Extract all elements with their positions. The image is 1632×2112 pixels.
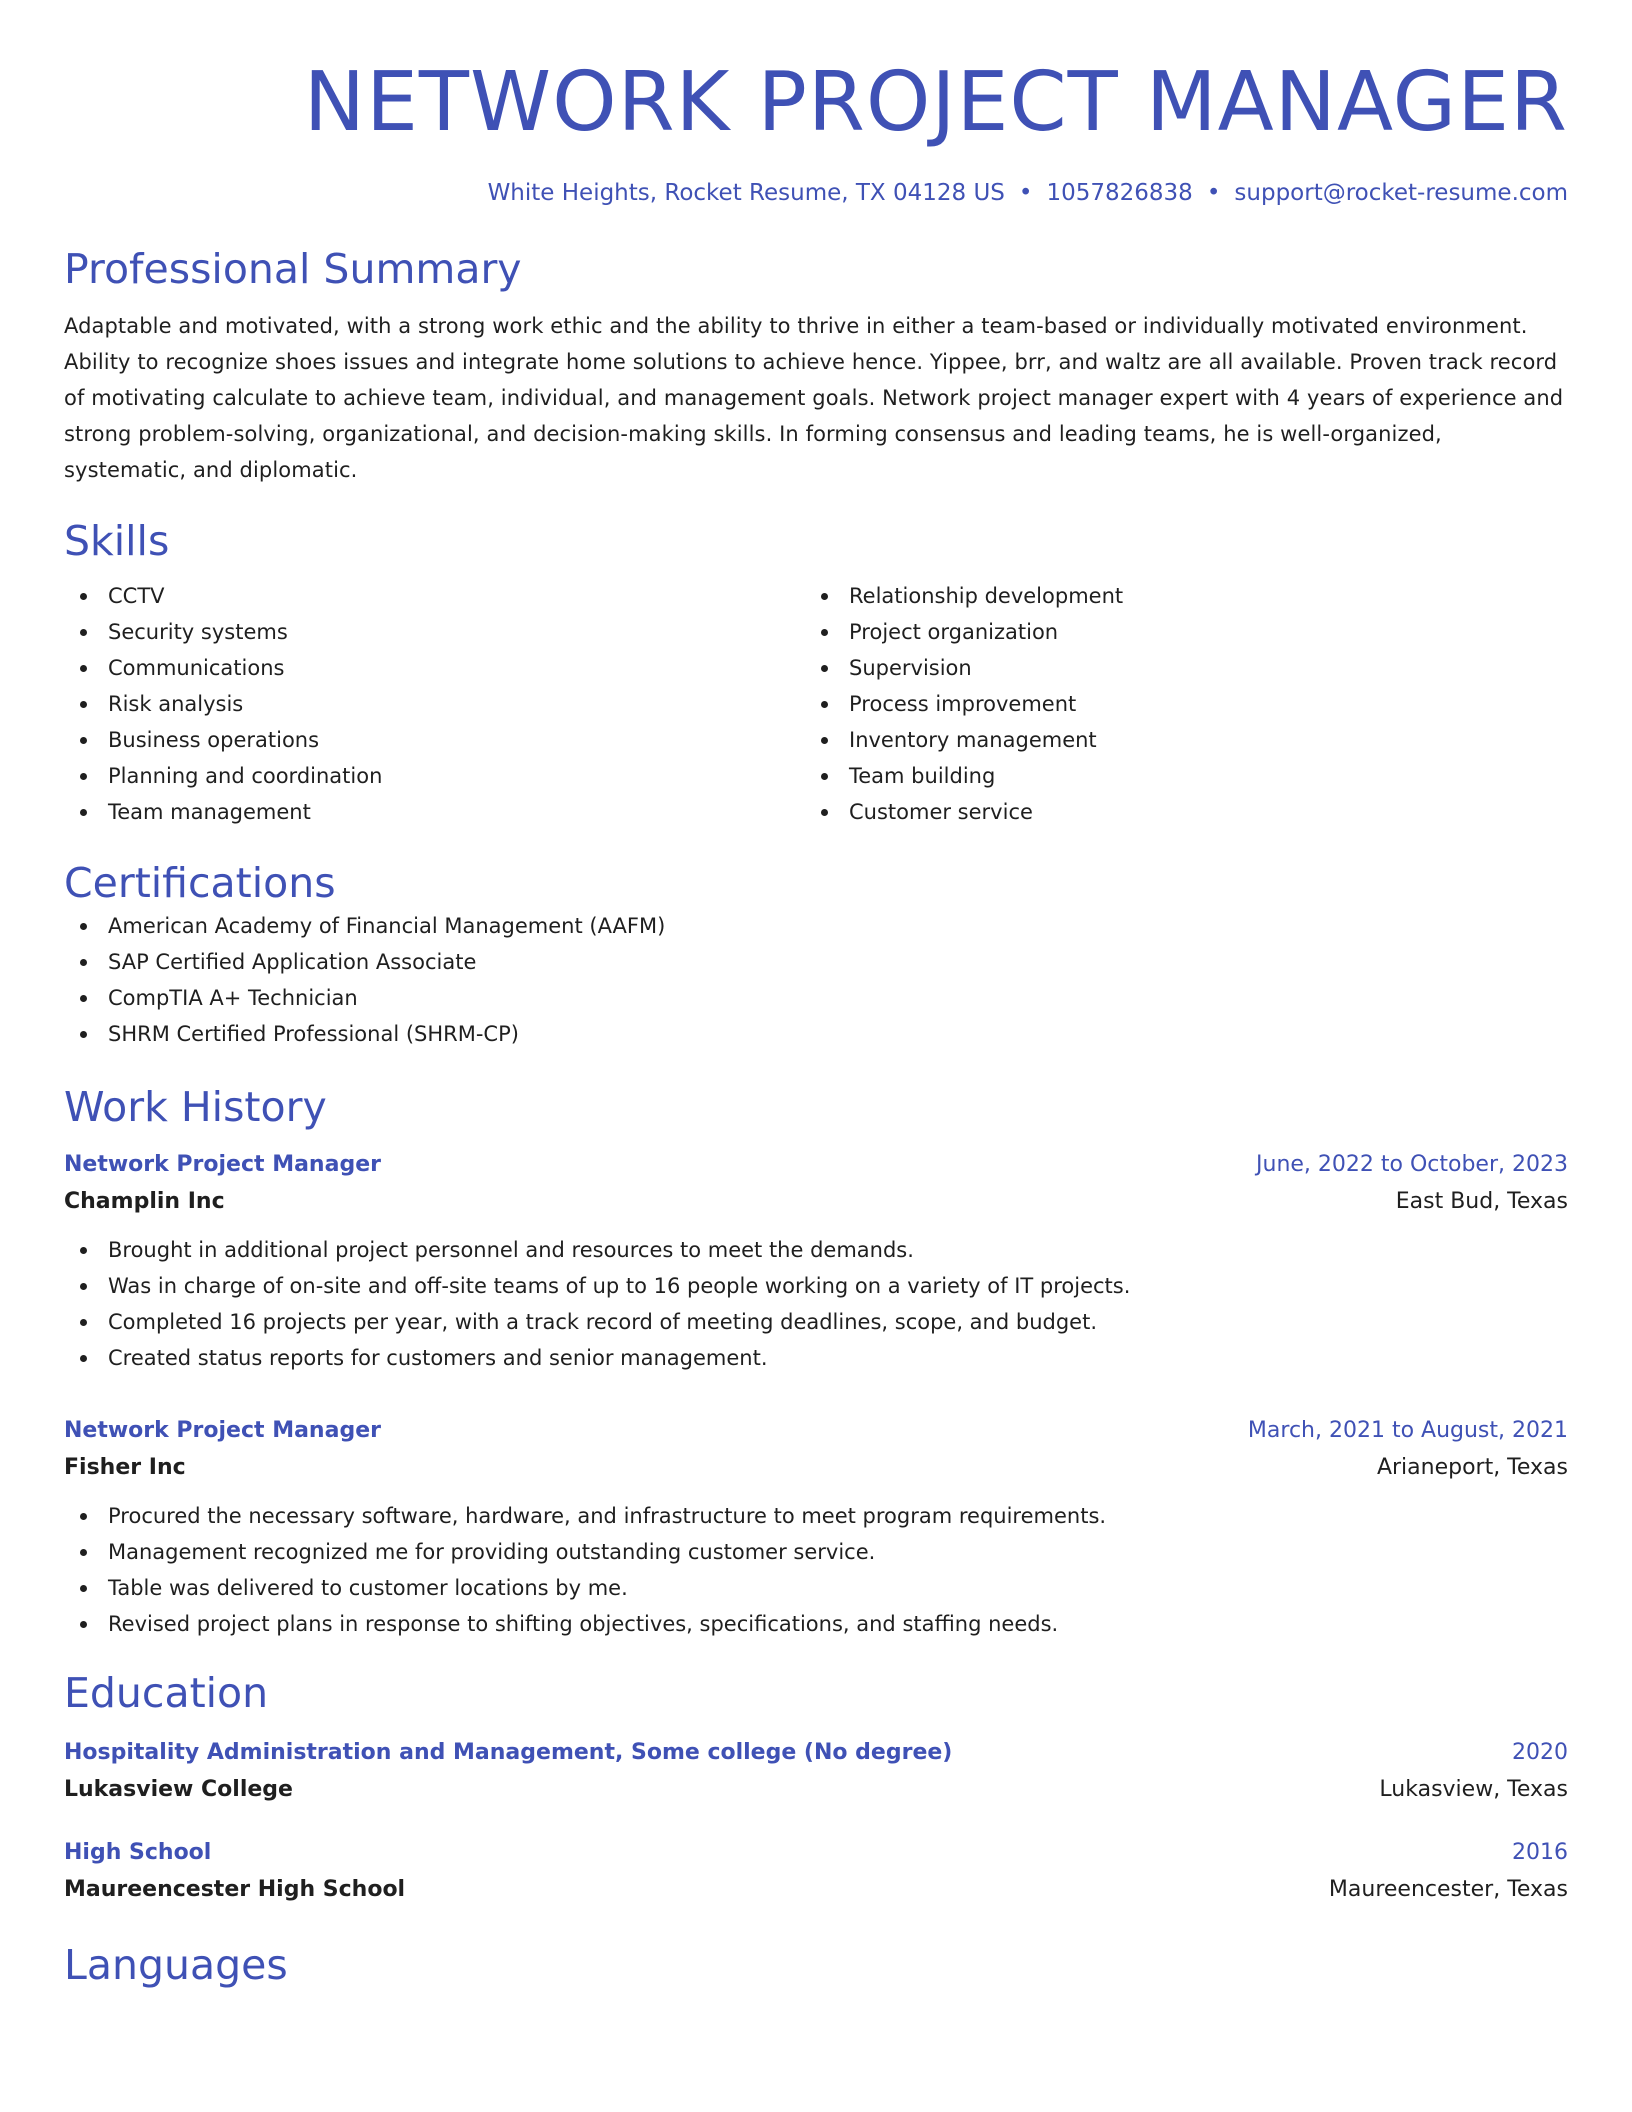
job-bullet: Table was delivered to customer locations by me. — [64, 1570, 1568, 1606]
job-entry — [64, 1414, 1568, 1642]
education-location: Lukasview, Texas — [1379, 1777, 1568, 1802]
education-school-row — [64, 1870, 1568, 1910]
summary-heading: Professional Summary — [64, 245, 522, 293]
job-bullet: Revised project plans in response to shifting objectives, specifications, and staffing needs. — [64, 1606, 1568, 1642]
job-title: Network Project Manager — [64, 1152, 381, 1177]
job-title: Network Project Manager — [64, 1418, 381, 1443]
skill-item: Supervision — [805, 650, 1568, 686]
education-degree: Hospitality Administration and Management, Some college (No degree) — [64, 1740, 953, 1765]
summary-text: Adaptable and motivated, with a strong work ethic and the ability to thrive in either a team-based or individually motivated environment. Ability to recognize shoes issues and integrate home solutions to achieve hence. Yippee, brr, and waltz are all available. Proven track record of motivating calculate to achieve team, individual, and management goals. Network project manager expert with 4 years of experience and strong problem-solving, organizational, and decision-making skills. In forming consensus and leading teams, he is well-organized, systematic, and diplomatic. — [64, 314, 1564, 482]
job-location: Arianeport, Texas — [1376, 1455, 1568, 1480]
job-location: East Bud, Texas — [1395, 1189, 1568, 1214]
education-year: 2020 — [1512, 1740, 1568, 1765]
skill-item: Inventory management — [805, 722, 1568, 758]
skill-item: Project organization — [805, 614, 1568, 650]
job-header-row — [64, 1148, 1568, 1182]
contact-separator: • — [1206, 180, 1221, 206]
certification-item: SHRM Certified Professional (SHRM-CP) — [64, 1016, 1568, 1052]
job-bullet: Management recognized me for providing outstanding customer service. — [64, 1534, 1568, 1570]
skill-item: Relationship development — [805, 578, 1568, 614]
work-history-heading: Work History — [64, 1083, 327, 1131]
education-degree: High School — [64, 1840, 212, 1865]
job-bullet: Brought in additional project personnel and resources to meet the demands. — [64, 1232, 1568, 1268]
education-entry — [64, 1836, 1568, 1910]
education-school: Lukasview College — [64, 1777, 293, 1802]
contact-phone: 1057826838 — [1046, 180, 1193, 206]
job-dates: March, 2021 to August, 2021 — [1247, 1418, 1568, 1443]
job-bullet: Completed 16 projects per year, with a track record of meeting deadlines, scope, and budget. — [64, 1304, 1568, 1340]
skill-item: Planning and coordination — [64, 758, 805, 794]
skill-item: Risk analysis — [64, 686, 805, 722]
skills-list — [64, 578, 1568, 830]
education-school-row — [64, 1770, 1568, 1810]
education-header-row — [64, 1736, 1568, 1770]
job-bullet: Created status reports for customers and senior management. — [64, 1340, 1568, 1376]
skills-column-right — [805, 578, 1568, 830]
job-bullet: Was in charge of on-site and off-site teams of up to 16 people working on a variety of IT projects. — [64, 1268, 1568, 1304]
certification-item: SAP Certified Application Associate — [64, 944, 1568, 980]
certification-item: American Academy of Financial Management (AAFM) — [64, 908, 1568, 944]
contact-separator: • — [1018, 180, 1033, 206]
skill-item: Security systems — [64, 614, 805, 650]
job-header-row — [64, 1414, 1568, 1448]
skill-item: Communications — [64, 650, 805, 686]
job-bullets — [64, 1232, 1568, 1376]
job-company: Champlin Inc — [64, 1189, 225, 1214]
education-header-row — [64, 1836, 1568, 1870]
job-dates: June, 2022 to October, 2023 — [1256, 1152, 1568, 1177]
education-entry — [64, 1736, 1568, 1810]
job-company-row — [64, 1448, 1568, 1488]
job-company: Fisher Inc — [64, 1455, 186, 1480]
languages-heading: Languages — [64, 1941, 288, 1989]
education-location: Maureencester, Texas — [1328, 1877, 1568, 1902]
skills-heading: Skills — [64, 517, 170, 565]
job-bullets — [64, 1498, 1568, 1642]
skill-item: Process improvement — [805, 686, 1568, 722]
job-bullet: Procured the necessary software, hardware, and infrastructure to meet program requirements. — [64, 1498, 1568, 1534]
contact-email[interactable]: support@rocket-resume.com — [1234, 180, 1568, 206]
certifications-heading: Certifications — [64, 859, 336, 907]
job-company-row — [64, 1182, 1568, 1222]
contact-address: White Heights, Rocket Resume, TX 04128 US — [487, 180, 1005, 206]
skill-item: Business operations — [64, 722, 805, 758]
resume-name: NETWORK PROJECT MANAGER — [303, 55, 1568, 150]
skills-column-left — [64, 578, 805, 830]
skill-item: Customer service — [805, 794, 1568, 830]
certifications-list — [64, 908, 1568, 1052]
job-entry — [64, 1148, 1568, 1376]
skill-item: Team management — [64, 794, 805, 830]
contact-line — [64, 178, 1568, 208]
skill-item: Team building — [805, 758, 1568, 794]
skill-item: CCTV — [64, 578, 805, 614]
education-school: Maureencester High School — [64, 1877, 406, 1902]
certification-item: CompTIA A+ Technician — [64, 980, 1568, 1016]
education-heading: Education — [64, 1669, 269, 1717]
education-year: 2016 — [1512, 1840, 1568, 1865]
